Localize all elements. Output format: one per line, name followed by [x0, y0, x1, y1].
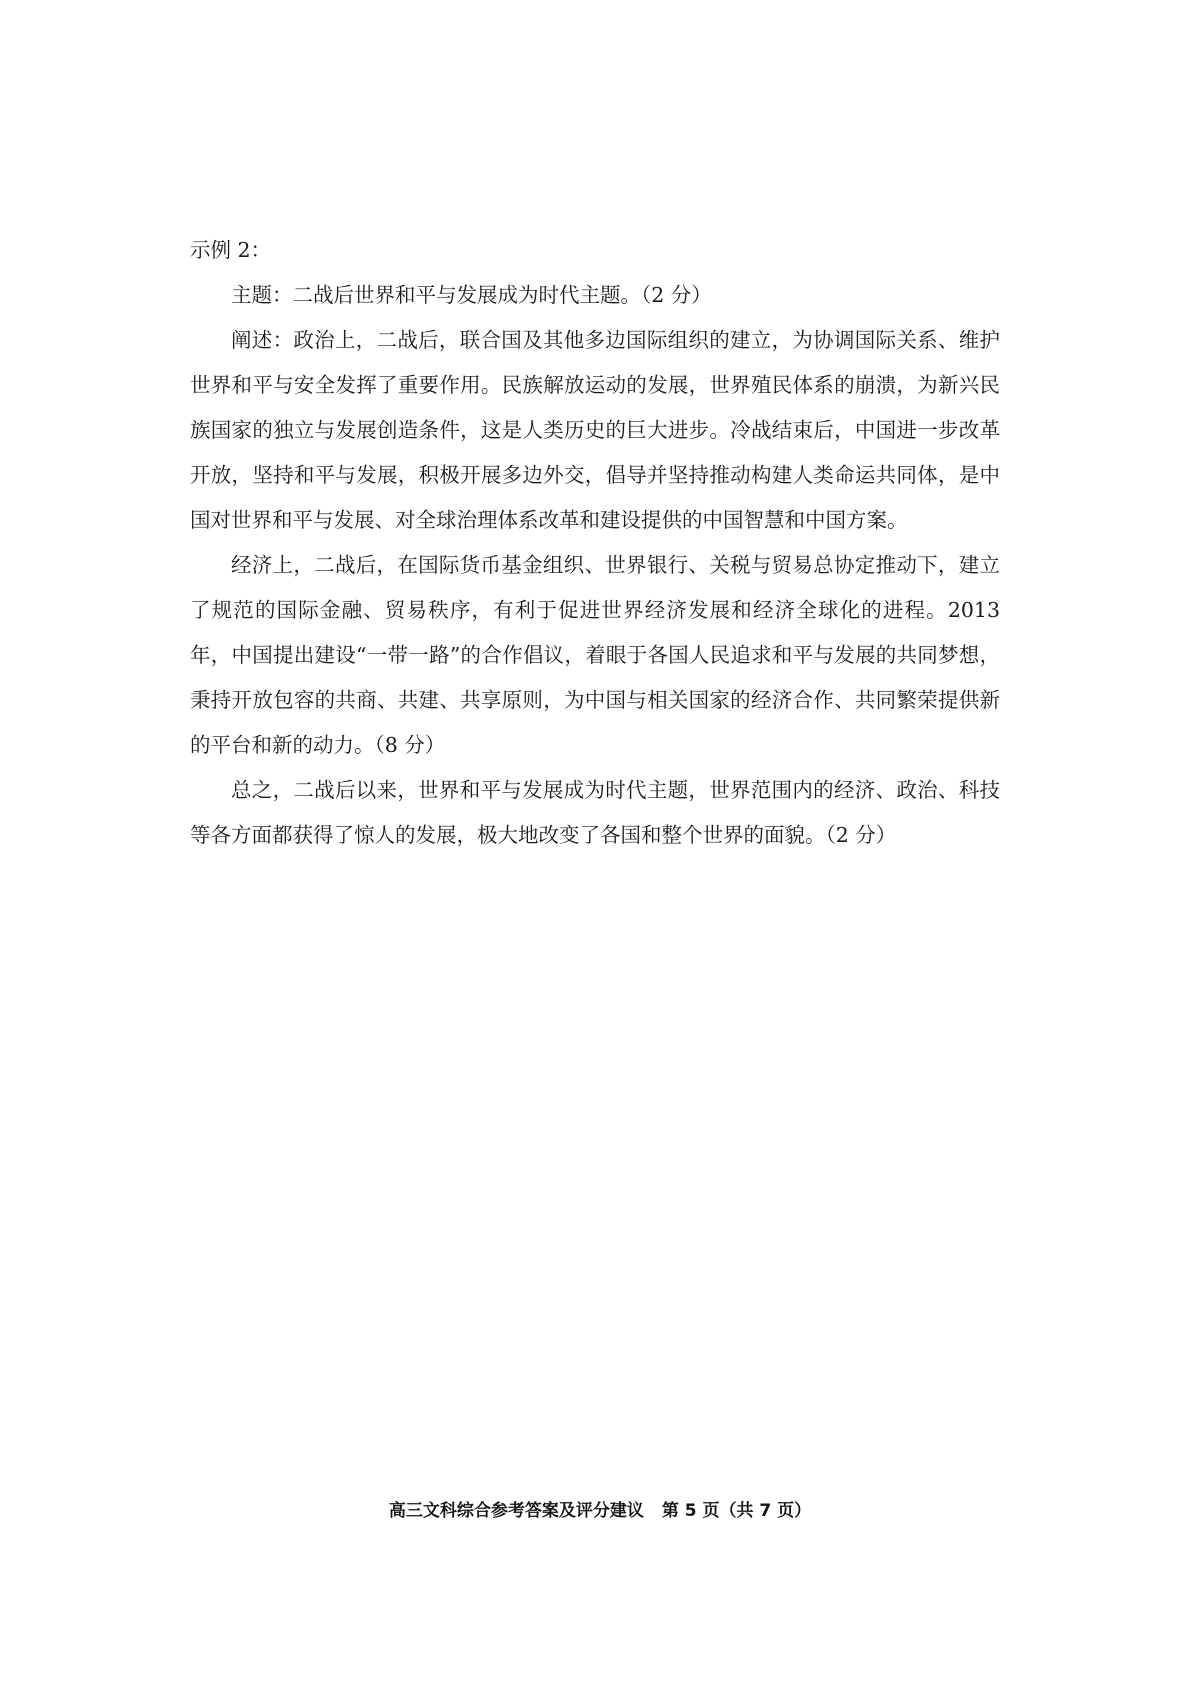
political-paragraph: 阐述：政治上，二战后，联合国及其他多边国际组织的建立，为协调国际关系、维护世界和平与安全发挥了重要作用。民族解放运动的发展，世界殖民体系的崩溃，为新兴民族国家的独立与发展创造条件，这是人类历史的巨大进步。冷战结束后，中国进一步改革开放，坚持和平与发展，积极开展多边外交，倡导并坚持推动构建人类命运共同体，是中国对世界和平与发展、对全球治理体系改革和建设提供的中国智慧和中国方案。 [190, 328, 1000, 532]
conclusion-paragraph: 总之，二战后以来，世界和平与发展成为时代主题，世界范围内的经济、政治、科技等各方面都获得了惊人的发展，极大地改变了各国和整个世界的面貌。（2 分） [190, 778, 1000, 847]
page-footer [0, 1499, 1200, 1523]
answer-content [190, 228, 1000, 858]
footer-title: 高三文科综合参考答案及评分建议 [388, 1501, 644, 1521]
economic-paragraph: 经济上，二战后，在国际货币基金组织、世界银行、关税与贸易总协定推动下，建立了规范的国际金融、贸易秩序，有利于促进世界经济发展和经济全球化的进程。2013 年，中国提出建设“一带一路”的合作倡议，着眼于各国人民追求和平与发展的共同梦想，秉持开放包容的共商、共建、共享原则，为中国与相关国家的经济合作、共同繁荣提供新的平台和新的动力。（8 分） [190, 553, 1000, 757]
example-label: 示例 2： [190, 238, 272, 262]
footer-page-number: 第 5 页（共 7 页） [661, 1501, 812, 1521]
theme-paragraph: 主题：二战后世界和平与发展成为时代主题。（2 分） [231, 283, 712, 307]
